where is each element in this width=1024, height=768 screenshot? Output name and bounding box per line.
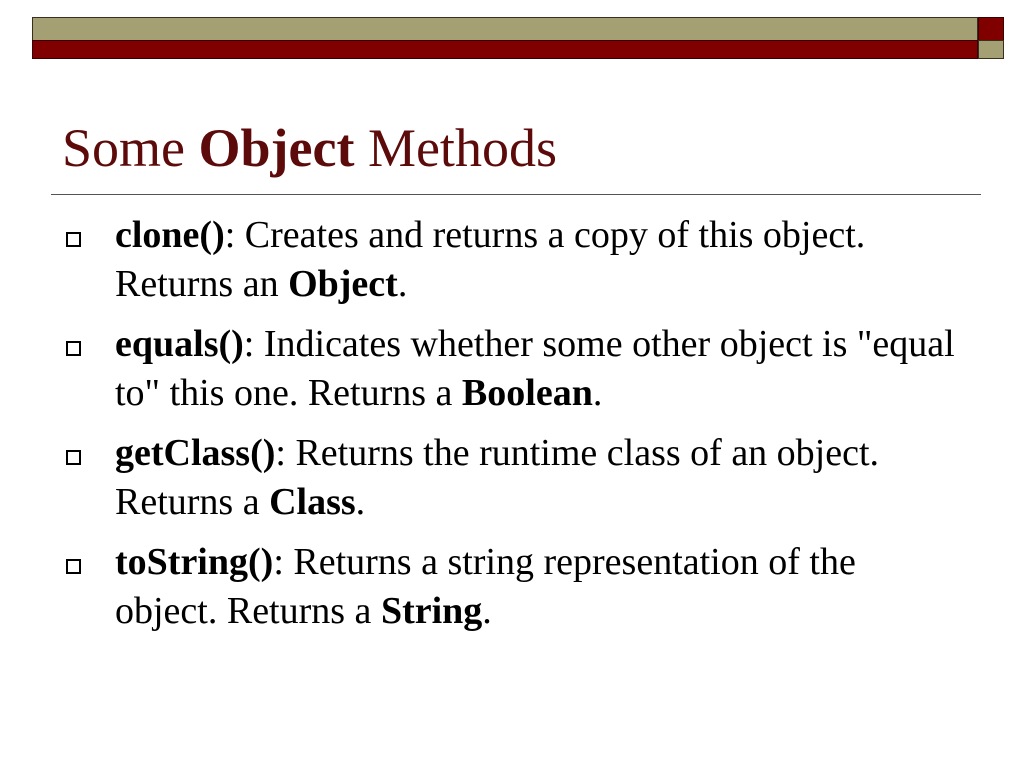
title-suffix: Methods xyxy=(367,118,557,178)
method-name: equals() xyxy=(115,323,244,365)
return-type: String xyxy=(380,590,483,632)
bullet-item-clone xyxy=(66,211,966,309)
hollow-square-bullet-icon xyxy=(66,341,81,356)
return-type: Class xyxy=(269,481,356,523)
header-band-maroon xyxy=(32,40,978,59)
title-prefix: Some xyxy=(62,118,186,178)
method-description: : Creates and returns a copy of this object. Returns an xyxy=(115,214,866,305)
hollow-square-bullet-icon xyxy=(66,232,81,247)
hollow-square-bullet-icon xyxy=(66,450,81,465)
return-type: Object xyxy=(288,263,398,305)
sentence-end: . xyxy=(355,481,366,523)
title-divider xyxy=(51,194,981,195)
header-band-olive xyxy=(32,17,978,41)
bullet-item-tostring xyxy=(66,538,966,636)
method-name: toString() xyxy=(115,541,274,583)
method-name: clone() xyxy=(115,214,225,256)
sentence-end: . xyxy=(592,372,603,414)
bullet-list xyxy=(66,211,966,647)
method-description: : Returns the runtime class of an object. Returns a xyxy=(115,432,880,523)
hollow-square-bullet-icon xyxy=(66,559,81,574)
header-square-olive xyxy=(978,40,1004,59)
method-description: : Indicates whether some other object is "equal to" this one. Returns a xyxy=(115,323,955,414)
method-description: : Returns a string representation of the object. Returns a xyxy=(115,541,856,632)
bullet-item-equals xyxy=(66,320,966,418)
sentence-end: . xyxy=(482,590,492,632)
return-type: Boolean xyxy=(461,372,593,414)
slide-title xyxy=(62,112,557,184)
method-name: getClass() xyxy=(115,432,276,474)
header-square-maroon xyxy=(978,17,1004,41)
title-bold: Object xyxy=(198,118,355,178)
bullet-item-getclass xyxy=(66,429,966,527)
sentence-end: . xyxy=(397,263,408,305)
